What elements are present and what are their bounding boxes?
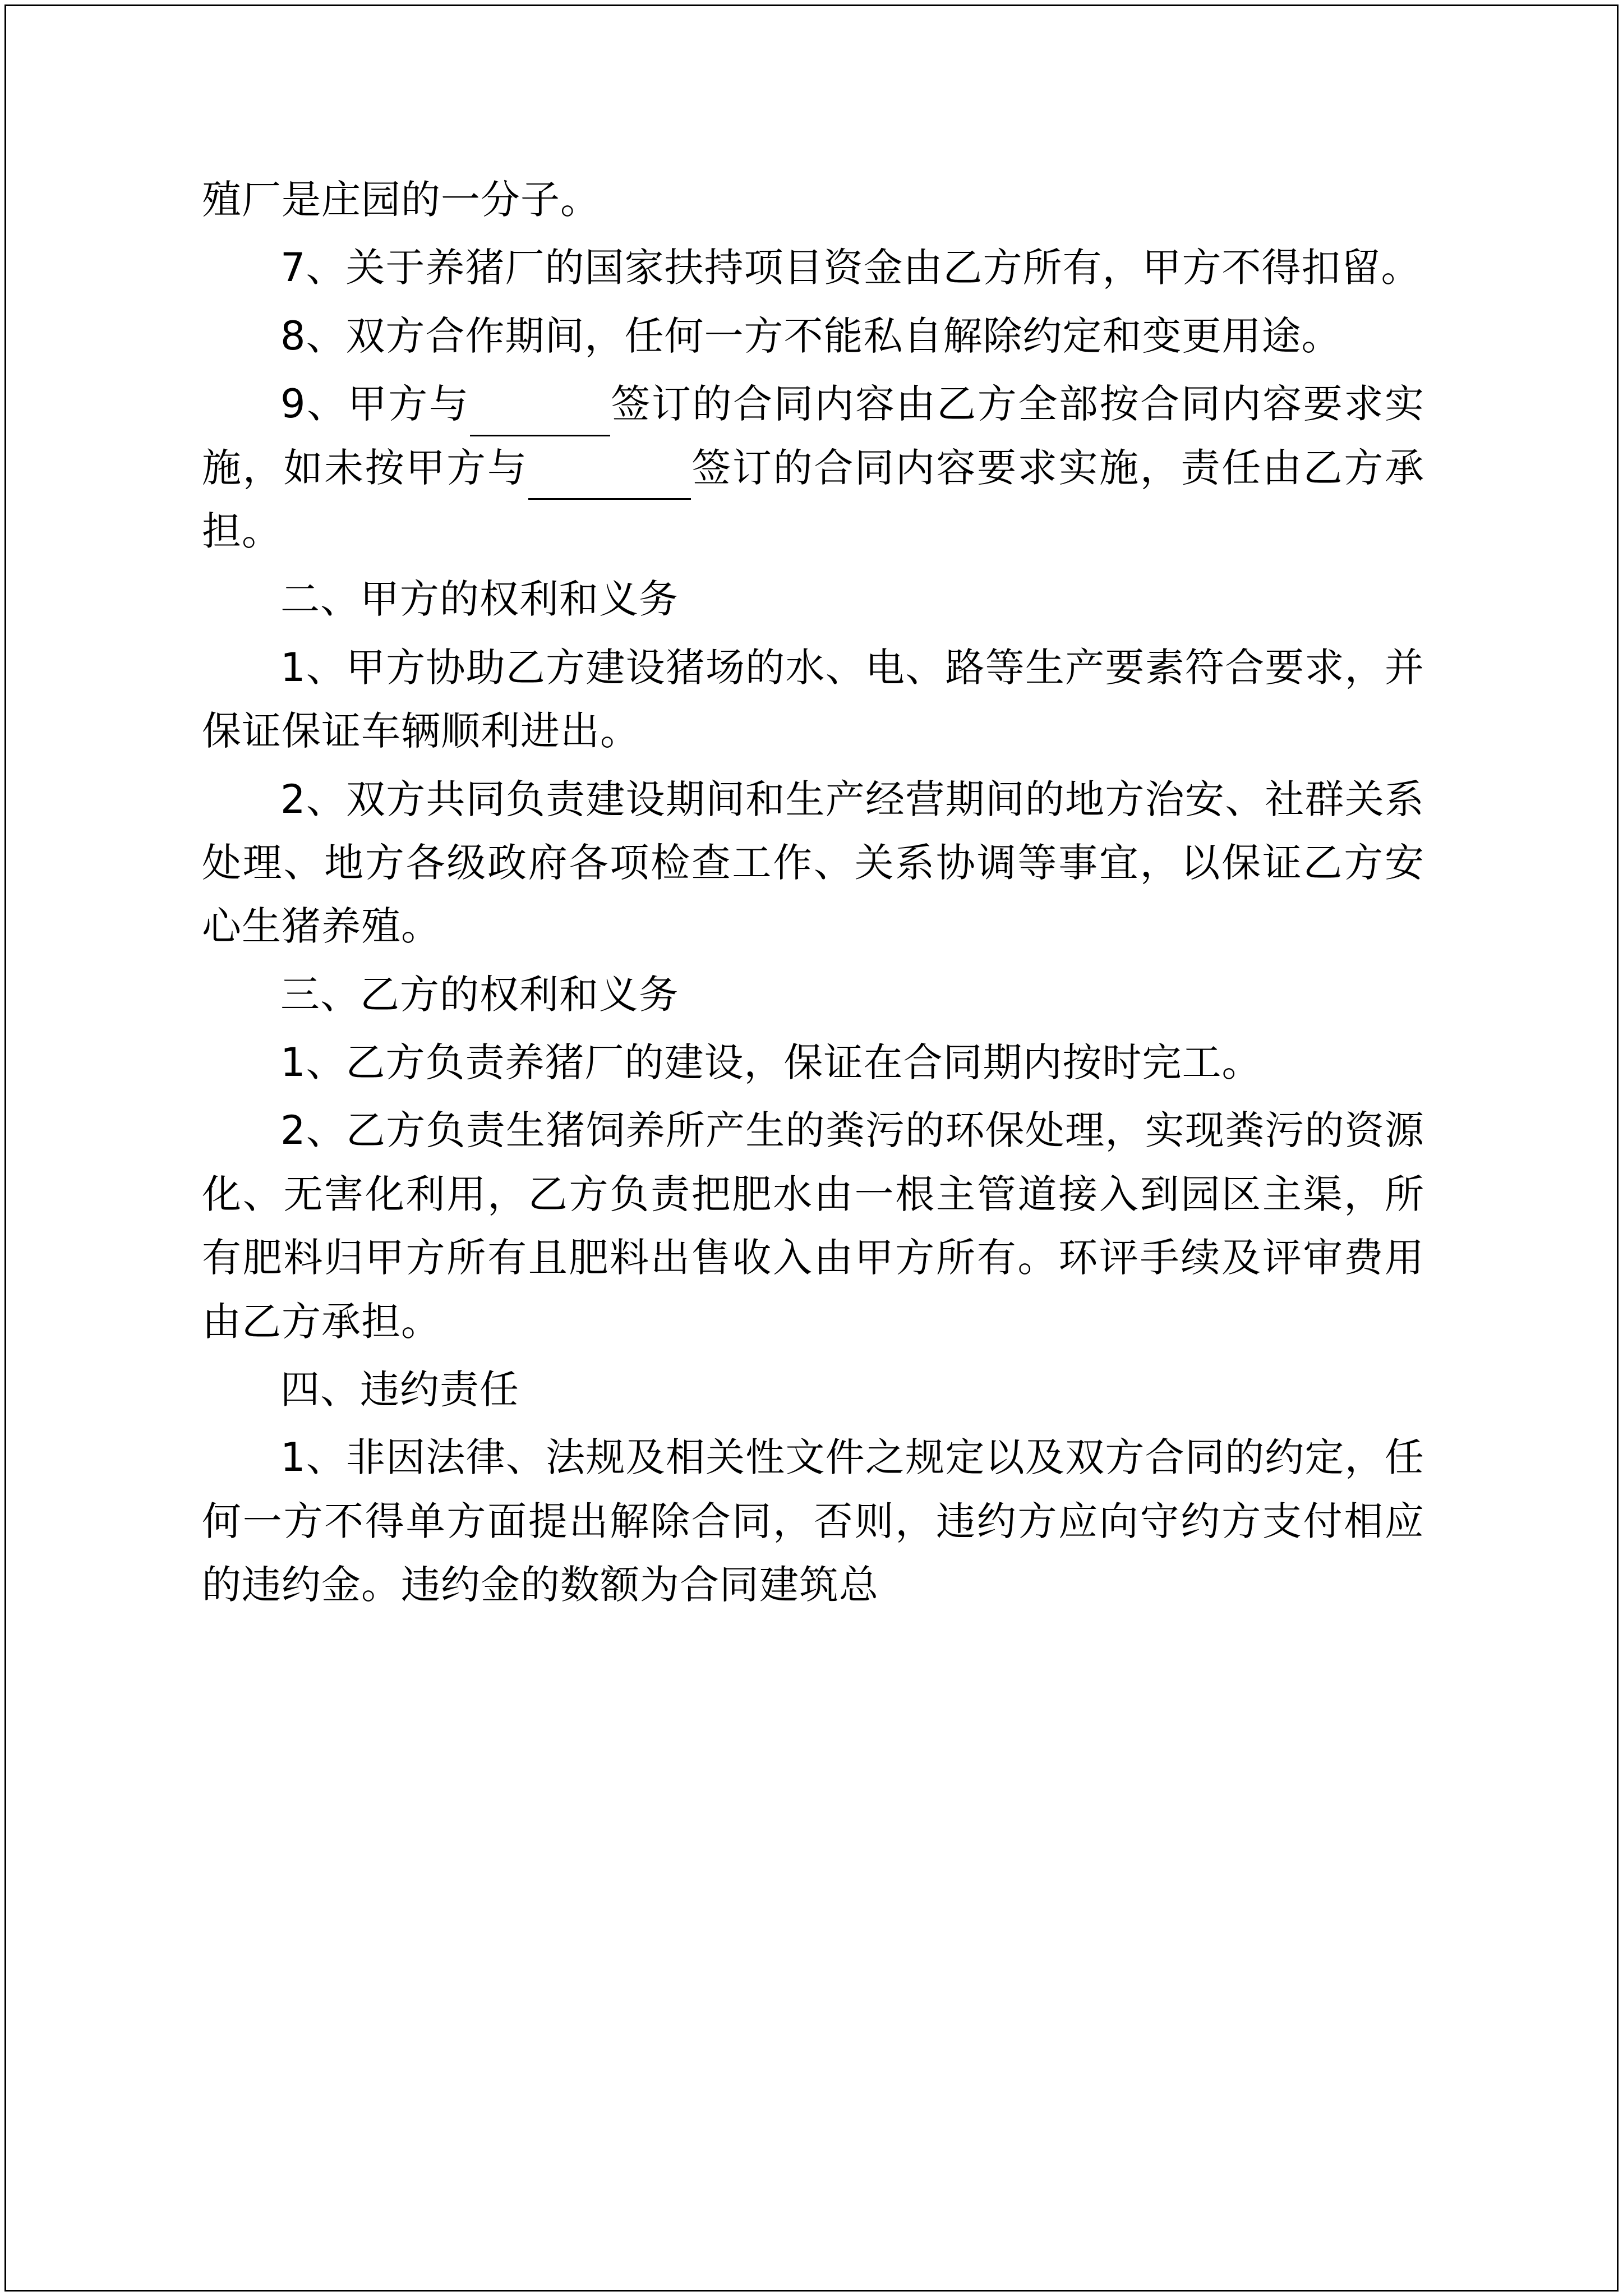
paragraph-p-section-3 [202, 963, 1424, 1027]
paragraph-text: 1、乙方负责养猪厂的建设，保证在合同期内按时完工。 [280, 1039, 1262, 1086]
paragraph-text: 2、乙方负责生猪饲养所产生的粪污的环保处理，实现粪污的资源化、无害化利用，乙方负责把肥水由一根主管道接入到园区主渠，所有肥料归甲方所有且肥料出售收入由甲方所有。环评手续及评审费用由乙方承担。 [202, 1107, 1424, 1345]
paragraph-p-s2-item-1 [202, 636, 1424, 763]
paragraph-text: 9、甲方与 [280, 381, 470, 427]
paragraph-p-item-7 [202, 236, 1424, 300]
paragraph-text: 签订的合同内容由乙方全部按合同内容要求实施，如未按甲方与 [202, 381, 1425, 491]
paragraph-text: 二、甲方的权利和义务 [280, 576, 679, 623]
paragraph-p-section-2 [202, 568, 1424, 631]
paragraph-p-item-8 [202, 305, 1424, 368]
paragraph-p-continuation [202, 168, 1424, 232]
paragraph-text: 殖厂是庄园的一分子。 [202, 177, 600, 223]
paragraph-p-s3-item-2 [202, 1099, 1424, 1354]
fill-in-blank [528, 461, 691, 500]
paragraph-text: 2、双方共同负责建设期间和生产经营期间的地方治安、社群关系处理、地方各级政府各项检查工作、关系协调等事宜，以保证乙方安心生猪养殖。 [202, 776, 1424, 950]
paragraph-text: 8、双方合作期间，任何一方不能私自解除约定和变更用途。 [280, 312, 1341, 359]
paragraph-p-section-4 [202, 1358, 1424, 1421]
paragraph-text: 四、违约责任 [280, 1366, 519, 1413]
paragraph-text: 1、非因法律、法规及相关性文件之规定以及双方合同的约定，任何一方不得单方面提出解除合同，否则，违约方应向守约方支付相应的违约金。违约金的数额为合同建筑总 [202, 1434, 1424, 1608]
paragraph-p-item-9 [202, 372, 1424, 563]
paragraph-text: 7、关于养猪厂的国家扶持项目资金由乙方所有，甲方不得扣留。 [280, 245, 1421, 291]
paragraph-text: 三、乙方的权利和义务 [280, 971, 679, 1018]
paragraph-text: 签订的合同内容要求实施，责任由乙方承担。 [202, 444, 1425, 554]
paragraph-p-s4-item-1 [202, 1426, 1424, 1617]
document-body [202, 168, 1424, 1622]
fill-in-blank [470, 397, 610, 436]
paragraph-p-s2-item-2 [202, 768, 1424, 959]
paragraph-text: 1、甲方协助乙方建设猪场的水、电、路等生产要素符合要求，并保证保证车辆顺利进出。 [202, 644, 1424, 754]
paragraph-p-s3-item-1 [202, 1031, 1424, 1094]
